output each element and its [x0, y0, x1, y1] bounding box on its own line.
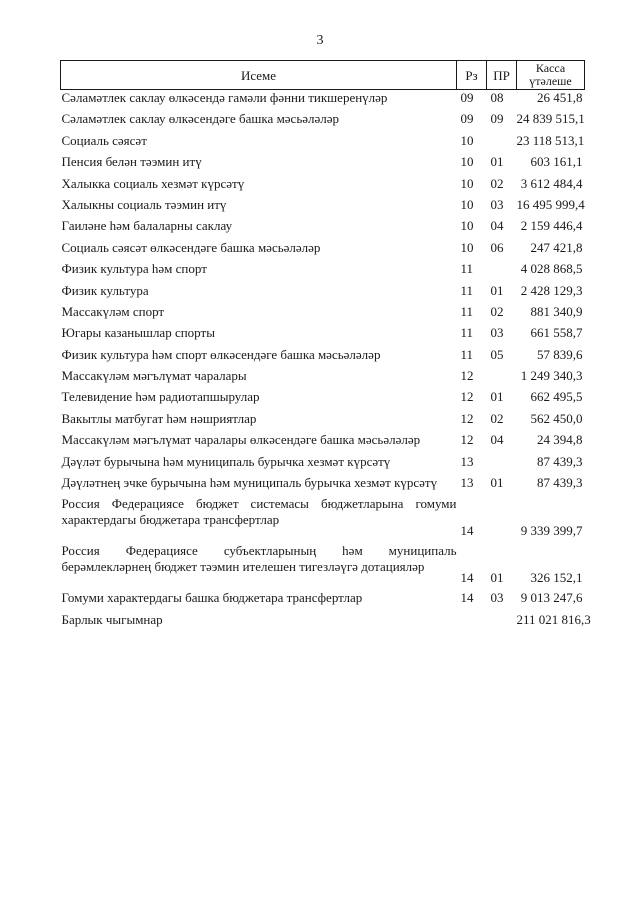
- row-name: Массакүләм мәгълүмат чаралары өлкәсендәге башка мәсьәләләр: [61, 432, 421, 448]
- table-row: [61, 197, 585, 218]
- row-rz: 09: [460, 111, 474, 127]
- row-rz: 11: [460, 261, 474, 277]
- row-pr: 08: [490, 90, 504, 105]
- table-row: [61, 283, 585, 304]
- row-pr: 01: [490, 570, 504, 586]
- row-name: Халыкка социаль хезмәт күрсәтү: [61, 175, 245, 191]
- table-row: [61, 543, 585, 590]
- row-pr: [487, 261, 517, 282]
- row-name: Физик культура: [61, 282, 149, 298]
- table-body: [61, 90, 591, 634]
- row-rz: 09: [460, 90, 474, 105]
- row-amount: 26 451,8: [537, 90, 583, 105]
- row-name: Россия Федерациясе бюджет системасы бюджетларына гомуми характердагы бюджетара трансфертлар: [61, 496, 457, 528]
- header-amount: [517, 61, 585, 90]
- table-row: [61, 454, 585, 475]
- row-rz: 12: [460, 432, 474, 448]
- row-amount: 603 161,1: [530, 154, 583, 170]
- row-name: Гомуми характердагы башка бюджетара трансфертлар: [61, 590, 363, 606]
- row-pr: [487, 612, 517, 633]
- table-header: [61, 61, 585, 90]
- table-row: [61, 347, 585, 368]
- table-row: [61, 240, 585, 261]
- row-pr: [487, 368, 517, 389]
- table-row: [61, 475, 585, 496]
- table-row: [61, 590, 585, 611]
- row-name: Халыкны социаль тәэмин итү: [61, 196, 227, 212]
- row-amount: 1 249 340,3: [520, 368, 583, 384]
- row-amount: 16 495 999,4: [516, 196, 585, 212]
- row-rz: 12: [460, 368, 474, 384]
- table-row: [61, 90, 585, 112]
- table-row: [61, 496, 585, 543]
- row-name: Барлык чыгымнар: [61, 611, 163, 627]
- table-row: [61, 368, 585, 389]
- row-pr: 01: [490, 154, 504, 170]
- row-name: Дәүләт бурычына һәм муниципаль бурычка хезмәт күрсәтү: [61, 453, 391, 469]
- row-amount: 881 340,9: [530, 303, 583, 319]
- row-pr: 02: [490, 175, 504, 191]
- row-rz: 11: [460, 325, 474, 341]
- row-rz: 10: [460, 196, 474, 212]
- row-name: Социаль сәясәт: [61, 132, 147, 148]
- row-name: Социаль сәясәт өлкәсендәге башка мәсьәләләр: [61, 239, 321, 255]
- row-amount: 24 394,8: [537, 432, 583, 448]
- row-amount: 9 013 247,6: [520, 590, 583, 606]
- row-pr: 05: [490, 346, 504, 362]
- row-pr: 02: [490, 303, 504, 319]
- row-amount: 662 495,5: [530, 389, 583, 405]
- row-rz: 10: [460, 132, 474, 148]
- table-row: [61, 218, 585, 239]
- table-row: [61, 133, 585, 154]
- row-pr: 04: [490, 218, 504, 234]
- row-rz: 14: [460, 590, 474, 606]
- row-name: Югары казанышлар спорты: [61, 325, 215, 341]
- row-rz: 10: [460, 175, 474, 191]
- row-name: Гаиләне һәм балаларны саклау: [61, 218, 233, 234]
- row-amount: 4 028 868,5: [520, 261, 583, 277]
- page-number: 3: [316, 33, 324, 48]
- header-pr: ПР: [487, 61, 517, 90]
- table-row: [61, 154, 585, 175]
- row-name: Сәламәтлек саклау өлкәсендә гамәли фәнни тикшеренүләр: [61, 90, 388, 105]
- row-name: Сәламәтлек саклау өлкәсендәге башка мәсьәләләр: [61, 111, 340, 127]
- row-rz: 12: [460, 410, 474, 426]
- row-rz: 13: [460, 453, 474, 469]
- row-name: Пенсия белән тәэмин итү: [61, 154, 202, 170]
- header-name: Исеме: [61, 61, 457, 90]
- row-pr: 03: [490, 590, 504, 606]
- row-rz: [457, 612, 487, 633]
- header-row: [61, 61, 585, 90]
- row-amount: 2 428 129,3: [520, 282, 583, 298]
- table-row: [61, 411, 585, 432]
- table-row: [61, 176, 585, 197]
- row-amount: 2 159 446,4: [520, 218, 583, 234]
- row-amount: 562 450,0: [530, 410, 583, 426]
- row-pr: 01: [490, 389, 504, 405]
- table-row: [61, 304, 585, 325]
- row-name: Массакүләм мәгълүмат чаралары: [61, 368, 247, 384]
- row-rz: 14: [460, 523, 474, 539]
- table-row: [61, 612, 585, 633]
- row-name: Физик культура һәм спорт өлкәсендәге башка мәсьәләләр: [61, 346, 381, 362]
- budget-table: [60, 60, 591, 633]
- row-amount: 247 421,8: [530, 239, 583, 255]
- row-pr: [487, 133, 517, 154]
- row-rz: 11: [460, 303, 474, 319]
- header-amount-line2: үтәлеше: [529, 74, 572, 88]
- table-row: [61, 261, 585, 282]
- row-rz: 12: [460, 389, 474, 405]
- row-pr: [487, 496, 517, 543]
- row-rz: 14: [460, 570, 474, 586]
- row-amount: 57 839,6: [537, 346, 583, 362]
- row-rz: 11: [460, 282, 474, 298]
- row-name: Физик культура һәм спорт: [61, 261, 207, 277]
- header-rz: Рз: [457, 61, 487, 90]
- row-rz: 13: [460, 475, 474, 491]
- row-pr: 04: [490, 432, 504, 448]
- table-row: [61, 111, 585, 132]
- row-rz: 10: [460, 154, 474, 170]
- row-name: Дәүләтнең эчке бурычына һәм муниципаль бурычка хезмәт күрсәтү: [61, 475, 438, 491]
- row-rz: 10: [460, 218, 474, 234]
- row-rz: 10: [460, 239, 474, 255]
- row-amount: 326 152,1: [530, 570, 583, 586]
- row-name: Телевидение һәм радиотапшырулар: [61, 389, 260, 405]
- row-name: Вакытлы матбугат һәм нәшриятлар: [61, 410, 257, 426]
- row-pr: [487, 454, 517, 475]
- row-pr: 02: [490, 410, 504, 426]
- row-amount: 211 021 816,3: [516, 611, 591, 627]
- row-pr: 01: [490, 282, 504, 298]
- row-pr: 09: [490, 111, 504, 127]
- row-amount: 87 439,3: [537, 475, 583, 491]
- table-row: [61, 325, 585, 346]
- row-pr: 01: [490, 475, 504, 491]
- row-pr: 03: [490, 196, 504, 212]
- row-amount: 9 339 399,7: [520, 523, 583, 539]
- row-amount: 24 839 515,1: [516, 111, 585, 127]
- row-amount: 661 558,7: [530, 325, 583, 341]
- row-name: Россия Федерациясе субъектларының һәм муниципаль берәмлекләрнең бюджет тәэмин ителешен тигезләүгә дотацияләр: [61, 543, 457, 575]
- table-row: [61, 432, 585, 453]
- row-amount: 3 612 484,4: [520, 175, 583, 191]
- row-name: Массакүләм спорт: [61, 303, 165, 319]
- row-pr: 03: [490, 325, 504, 341]
- row-pr: 06: [490, 239, 504, 255]
- row-amount: 87 439,3: [537, 453, 583, 469]
- row-rz: 11: [460, 346, 474, 362]
- header-amount-line1: Касса: [535, 61, 566, 75]
- table-row: [61, 389, 585, 410]
- row-amount: 23 118 513,1: [516, 132, 585, 148]
